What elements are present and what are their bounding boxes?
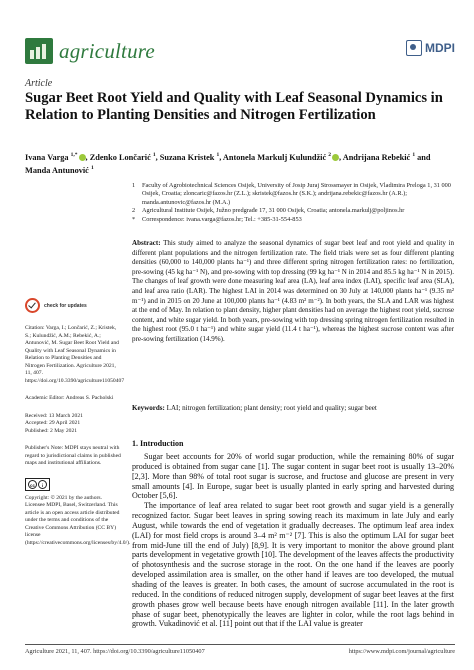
affiliation-2: 2 Agricultural Institute Osijek, Južno predgrađe 17, 31 000 Osijek, Croatia; antonela.markulj@poljinos.hr — [132, 207, 405, 215]
sidebar — [25, 298, 131, 547]
academic-editor: Academic Editor: Andreas S. Pacholski — [25, 395, 114, 401]
footer-citation[interactable]: Agriculture 2021, 11, 407. https://doi.org/10.3390/agriculture11050407 — [25, 648, 205, 655]
mdpi-logo-icon — [406, 40, 422, 56]
by-person-icon: i — [38, 480, 47, 489]
abstract-text: This study aimed to analyze the seasonal dynamics of sugar beet leaf and root yield and quality in different plant populations and the nitrogen fertilization rate. The field trials were set as four different planting densities (60,000 to 140,000 plants ha⁻¹) and three different spring nitrogen fertilization rates: no fertilization, pre-sowing (45 kg ha⁻¹ N), and pre-sowing with top dressing (99 kg ha⁻¹ N in 2014 and 85.5 kg ha⁻¹ N in 2015). The changes of leaf growth were done measuring leaf area (LA), leaf area index (LAI), specific leaf area (SLA), and leaf area ratio (LAR). The highest LAI in 2014 was determined on 30 July at 140,000 plants ha⁻¹ (9.35 m² m⁻¹) and in 2015 on 20 June at 100,000 plants ha⁻¹ (4.83 m² m⁻²). In both years, the SLA and LAR was highest at the end of May. In relation to plant density, higher plant densities had on average the highest root yield, sucrose content, and white sugar yield. In both years, pre-sowing with top dressing spring nitrogen fertilization resulted in the highest root (95.0 t ha⁻¹) and white sugar yield (11.4 t ha⁻¹), whereas the highest sucrose content was after pre-sowing fertilization (14.9%). — [132, 239, 454, 343]
cc-icon: cc — [28, 480, 37, 489]
author-list: Ivana Varga $^{1,*}$ , Zdenko Lončarić $^1$, Suzana Kristek $^1$, Antonela Markulj Kulundžić $^2$ , Andrijana Rebekić $^1$ and Manda Antunović $^1$ — [25, 152, 431, 175]
accepted-date: Accepted: 29 April 2021 — [25, 420, 81, 426]
affiliations — [132, 182, 452, 224]
check-for-updates-button[interactable] — [25, 298, 121, 313]
author-affiliation-sup: 1,* — [70, 152, 78, 158]
author-affiliation-sup: 1 — [216, 152, 220, 158]
author-name[interactable]: Andrijana Rebekić $^1$ — [342, 152, 416, 162]
author-affiliation-sup: 1 — [152, 152, 156, 158]
intro-paragraph-2: The importance of leaf area related to sugar beet root growth and sugar yield is a generally recognized factor. Sugar beet leaves in spring sowing reach its maximum in late July and early August, while towards the end of vegetation it gradually decreases. The optimum leaf area index (LAI) for most field crops is around 3–4 m² m⁻² [7]. This is also the optimum LAI for sugar beet from mid-June till the end of July) [8,9]. It is very important to monitor the above ground plant parts development in vegetative growth [10]. The development of the leaves affects the productivity of photosynthesis and the sucrose storage in the root. On the one hand if the leaves are poorly developed assimilation area is smaller, on the other hand if leaves are too developed, the mutual shading of the leaves is greater. In both cases, the amount of sucrose accumulated in the root is reduced. In the conditions of reduced nitrogen supply, development of sugar beet leaves at the first growth phases grow well because beets have enough nitrogen available [11]. In the later growth phase of sugar beet, phenotypically the leaves are lighter in color, while the root lags behind in growth. Vukadinović et al. [11] point out that if the LAI value is greater — [132, 501, 454, 629]
article-type: Article — [25, 78, 53, 89]
keywords — [132, 404, 454, 414]
check-updates-label: check for updates — [44, 302, 87, 309]
published-date: Published: 2 May 2021 — [25, 427, 78, 434]
keywords-text: LAI; nitrogen fertilization; plant density; root yield and quality; sugar beet — [166, 404, 377, 412]
author-affiliation-sup: 1 — [90, 164, 94, 171]
abstract — [132, 239, 454, 345]
author-name[interactable]: Zdenko Lončarić $^1$ — [89, 152, 156, 162]
author-affiliation-sup: 2 — [328, 152, 331, 158]
affiliation-1: 1 Faculty of Agrobiotechnical Sciences Osijek, University of Josip Juraj Strossmayer in Osijek, Vladimira Preloga 1, 31 000 Osijek, Croatia; zloncaric@fazos.hr (Z.L.); skristek@fazos.hr (S.K.); andrijana.rebekic@fazos.hr (A.R.); manda.antunovic@fazos.hr (M.A.) — [132, 182, 451, 206]
citation: Citation: Varga, I.; Lončarić, Z.; Kristek, S.; Kulundžić, A.M.; Rebekić, A.; Antunović, M. Sugar Beet Root Yield and Quality with Leaf Seasonal Dynamics in Relation to Planting Densities and Nitrogen Fertilization. Agriculture 2021, 11, 407. https://doi.org/10.3390/agriculture11050407 — [25, 325, 125, 384]
article-title: Sugar Beet Root Yield and Quality with Leaf Seasonal Dynamics in Relation to Planting Densities and Nitrogen Fertilization — [25, 90, 443, 123]
cc-by-license-badge[interactable] — [25, 478, 50, 491]
correspondence: * Correspondence: ivana.varga@fazos.hr; Tel.: +385-31-554-853 — [132, 215, 302, 223]
orcid-icon[interactable] — [79, 154, 86, 161]
keywords-label: Keywords: — [132, 404, 165, 412]
orcid-icon[interactable] — [332, 154, 339, 161]
author-name[interactable]: Antonela Markulj Kulundžić $^2$ — [223, 153, 339, 162]
publisher-name: MDPI — [425, 41, 455, 55]
copyright: Copyright: © 2021 by the authors. Licensee MDPI, Basel, Switzerland. This article is an open access article distributed under the terms and conditions of the Creative Commons Attribution (CC BY) license (https://creativecommons.org/licenses/by/4.0/). — [25, 494, 131, 546]
intro-paragraph-1: Sugar beet accounts for 20% of world sugar production, while the remaining 80% of sugar produced is obtained from sugar cane [1]. The sugar content in sugar beet root is usually 13–20% [2,3]. More than 98% of total root sugar is sucrose, and fructose and glucose are present in very small amounts [4]. In Europe, sugar beet is usually planted in early spring and harvested during October [5,6]. — [132, 452, 454, 501]
section-heading-introduction: 1. Introduction — [132, 439, 184, 448]
page-footer — [25, 648, 455, 655]
check-updates-icon — [25, 298, 40, 313]
received-date: Received: 13 March 2021 — [25, 412, 83, 419]
journal-logo-icon — [25, 38, 53, 64]
footer-journal-link[interactable]: https://www.mdpi.com/journal/agriculture — [348, 648, 455, 655]
author-name[interactable]: Suzana Kristek $^1$ — [159, 152, 220, 162]
author-name[interactable]: Ivana Varga $^{1,*}$ — [25, 153, 86, 162]
introduction-body — [132, 452, 454, 629]
author-affiliation-sup: 1 — [412, 152, 416, 158]
journal-header — [25, 38, 455, 68]
publisher-note: Publisher's Note: MDPI stays neutral with regard to jurisdictional claims in published maps and institutional affiliations. — [25, 445, 121, 466]
publisher-logo[interactable] — [406, 40, 455, 56]
journal-name: agriculture — [59, 39, 155, 63]
abstract-label: Abstract: — [132, 239, 161, 247]
footer-divider — [25, 644, 455, 645]
author-name[interactable]: Manda Antunović $^1$ — [25, 164, 94, 175]
